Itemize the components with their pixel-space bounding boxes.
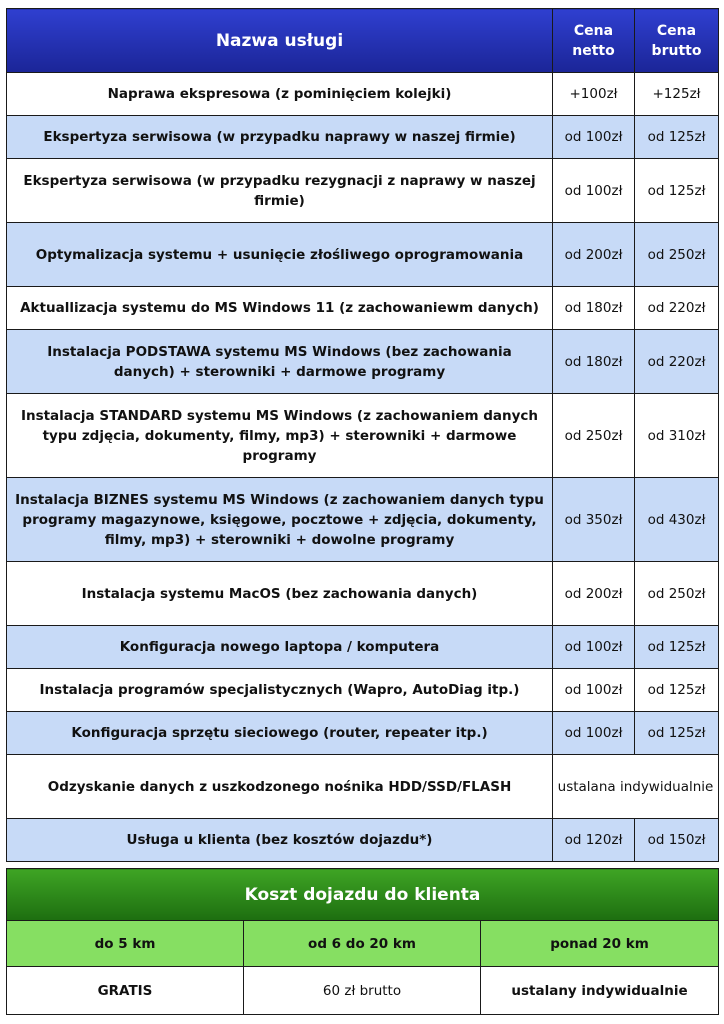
service-name-header: Nazwa usługi bbox=[7, 9, 553, 73]
table-row bbox=[7, 562, 719, 626]
price-brutto: od 250zł bbox=[635, 562, 719, 626]
price-netto: od 180zł bbox=[553, 330, 635, 394]
service-name: Instalacja STANDARD systemu MS Windows (z zachowaniem danych typu zdjęcia, dokumenty, filmy, mp3) + sterowniki + darmowe programy bbox=[7, 394, 553, 478]
service-name: Usługa u klienta (bez kosztów dojazdu*) bbox=[7, 819, 553, 862]
price-netto: +100zł bbox=[553, 73, 635, 116]
distance-header: ponad 20 km bbox=[481, 921, 719, 967]
table-row bbox=[7, 626, 719, 669]
service-name: Optymalizacja systemu + usunięcie złośliwego oprogramowania bbox=[7, 223, 553, 287]
table-row bbox=[7, 330, 719, 394]
price-brutto: od 430zł bbox=[635, 478, 719, 562]
travel-cost-value: GRATIS bbox=[7, 967, 244, 1015]
table-row bbox=[7, 287, 719, 330]
travel-columns-row bbox=[7, 921, 719, 967]
table-row bbox=[7, 116, 719, 159]
service-name: Instalacja programów specjalistycznych (Wapro, AutoDiag itp.) bbox=[7, 669, 553, 712]
service-name: Ekspertyza serwisowa (w przypadku naprawy w naszej firmie) bbox=[7, 116, 553, 159]
table-row bbox=[7, 712, 719, 755]
service-name: Instalacja systemu MacOS (bez zachowania danych) bbox=[7, 562, 553, 626]
service-name: Instalacja BIZNES systemu MS Windows (z zachowaniem danych typu programy magazynowe, księgowe, pocztowe + zdjęcia, dokumenty, filmy, mp3) + sterowniki + dowolne programy bbox=[7, 478, 553, 562]
price-netto: od 100zł bbox=[553, 159, 635, 223]
price-brutto: od 125zł bbox=[635, 626, 719, 669]
table-row bbox=[7, 73, 719, 116]
travel-cost-value: ustalany indywidualnie bbox=[481, 967, 719, 1015]
price-netto: od 100zł bbox=[553, 626, 635, 669]
service-name: Ekspertyza serwisowa (w przypadku rezygnacji z naprawy w naszej firmie) bbox=[7, 159, 553, 223]
price-netto-header: Cena netto bbox=[553, 9, 635, 73]
table-row bbox=[7, 669, 719, 712]
distance-header: od 6 do 20 km bbox=[244, 921, 481, 967]
price-brutto: od 125zł bbox=[635, 712, 719, 755]
services-price-table bbox=[6, 8, 719, 862]
service-name: Naprawa ekspresowa (z pominięciem kolejki) bbox=[7, 73, 553, 116]
price-netto: od 120zł bbox=[553, 819, 635, 862]
price-netto: od 100zł bbox=[553, 669, 635, 712]
price-brutto: od 310zł bbox=[635, 394, 719, 478]
price-netto: od 180zł bbox=[553, 287, 635, 330]
price-combined: ustalana indywidualnie bbox=[553, 755, 719, 819]
price-netto: od 200zł bbox=[553, 223, 635, 287]
price-netto: od 100zł bbox=[553, 116, 635, 159]
price-netto: od 200zł bbox=[553, 562, 635, 626]
price-brutto: od 220zł bbox=[635, 287, 719, 330]
price-brutto: od 125zł bbox=[635, 116, 719, 159]
price-brutto: od 250zł bbox=[635, 223, 719, 287]
table-row bbox=[7, 819, 719, 862]
table-row bbox=[7, 159, 719, 223]
price-brutto: od 125zł bbox=[635, 669, 719, 712]
travel-cost-table bbox=[6, 868, 719, 1015]
price-netto: od 350zł bbox=[553, 478, 635, 562]
distance-header: do 5 km bbox=[7, 921, 244, 967]
price-netto: od 250zł bbox=[553, 394, 635, 478]
services-header-row bbox=[7, 9, 719, 73]
travel-title: Koszt dojazdu do klienta bbox=[7, 869, 719, 921]
service-name: Instalacja PODSTAWA systemu MS Windows (bez zachowania danych) + sterowniki + darmowe programy bbox=[7, 330, 553, 394]
price-brutto: +125zł bbox=[635, 73, 719, 116]
price-netto: od 100zł bbox=[553, 712, 635, 755]
service-name: Aktuallizacja systemu do MS Windows 11 (z zachowaniewm danych) bbox=[7, 287, 553, 330]
price-brutto: od 125zł bbox=[635, 159, 719, 223]
table-row bbox=[7, 394, 719, 478]
price-brutto: od 220zł bbox=[635, 330, 719, 394]
travel-cost-value: 60 zł brutto bbox=[244, 967, 481, 1015]
service-name: Odzyskanie danych z uszkodzonego nośnika HDD/SSD/FLASH bbox=[7, 755, 553, 819]
price-brutto-header: Cena brutto bbox=[635, 9, 719, 73]
table-row bbox=[7, 478, 719, 562]
service-name: Konfiguracja nowego laptopa / komputera bbox=[7, 626, 553, 669]
table-row bbox=[7, 755, 719, 819]
travel-values-row bbox=[7, 967, 719, 1015]
price-brutto: od 150zł bbox=[635, 819, 719, 862]
table-row bbox=[7, 223, 719, 287]
service-name: Konfiguracja sprzętu sieciowego (router, repeater itp.) bbox=[7, 712, 553, 755]
travel-title-row bbox=[7, 869, 719, 921]
